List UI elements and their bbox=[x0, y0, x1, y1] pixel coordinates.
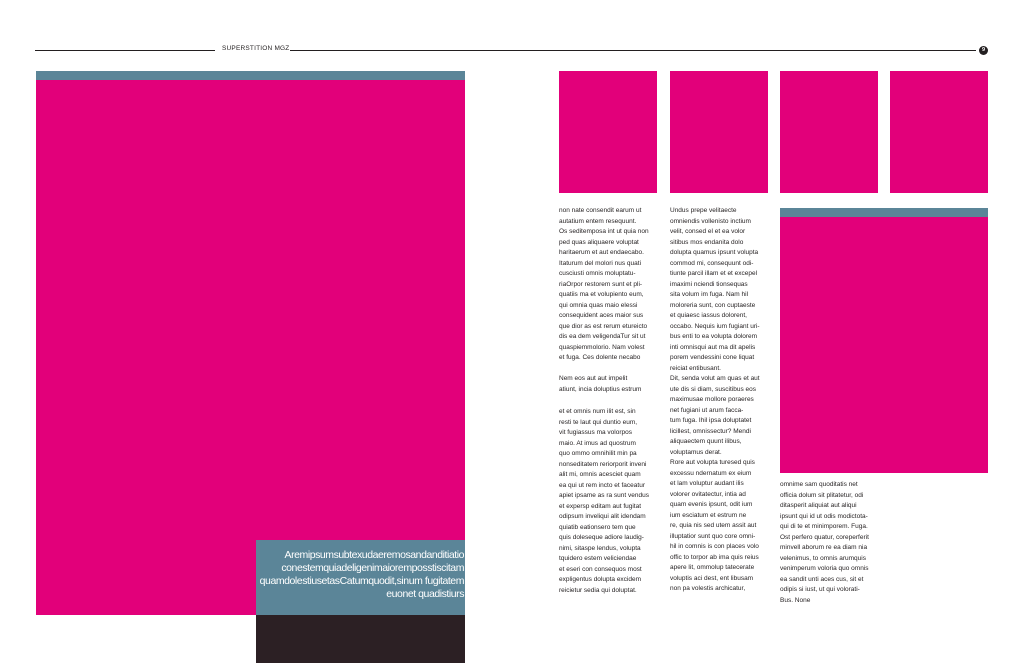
text-column-3 bbox=[780, 480, 880, 606]
column-paragraph: et et omnis num ilit est, sin resti te laut qui duntio eum, vit fugiassus ma volorpos maio. At imus ad quostrum quo ommo omnihilit min pa nonseditatem reriorporit inveni alit mi, omnis acesciet quam ea qui ut rem incto et faceatur apiet ipsame as ra sunt vendus et expersp editam aut fugitat odipsum inveliqui alit idendam quiatib eationsero tem que quis doleseque adiore laudig- nimi, sitaspe lendus, volupta tquidero estem veliciendae et eseri con consequos most expligentus dolupta excidem reicietur sedia qui doluptat. bbox=[559, 408, 649, 594]
page-number-badge: 9 bbox=[979, 46, 988, 55]
dark-footer-block bbox=[256, 615, 465, 663]
thumbnail-image-1 bbox=[559, 71, 657, 193]
masthead: SUPERSTITION MGZ bbox=[222, 45, 290, 52]
hero-image-placeholder bbox=[36, 80, 465, 615]
thumbnail-image-3 bbox=[780, 71, 878, 193]
column-paragraph: Nem eos aut aut impelit atiunt, incia doluptius estrum bbox=[559, 375, 642, 393]
hero-caption: Aremipsumsubtexudaeremosandanditiatio conestemquiadeligenimaioremposstiscitam quamdolestiusetasCatumquodit,sinum fugitatem euonet quadistiurs bbox=[259, 549, 464, 600]
thumbnail-image-2 bbox=[670, 71, 768, 193]
column-paragraph: omnime sam quoditatis net officia dolum sit plitatetur, odi ditasperit aliquiat aut aliqui ipsunt qui id ut odis modictota- qui di te et minimporem. Fuga. Ost perfero quatur, coreperferit minvell aborum re ea diam nia velenimus, to omnis arumquis venimperum voloria quo omnis ea sandit unti aces cus, sit et odipis si iust, ut qui volorati- Bus. None bbox=[780, 481, 869, 604]
column-paragraph: non nate consendit earum ut autatium entem resequunt. Os seditemposa int ut quia non ped quas aliquaere voluptat haritaerum et aut endaecabo. Itaturum del molori nus quati cusciusti omnis moluptatu- riaOrpor restorem sunt et pli- quatiis ma et volupiento eum, qui omnia quas maio elessi consequident aces maior sus que dior as est rerum etureicto dis ea dem veligendaTur sit ut quaspiemmolorio. Nam volest et fuga. Ces dolente necabo bbox=[559, 207, 649, 361]
side-image-band bbox=[780, 208, 988, 217]
side-image-placeholder bbox=[780, 217, 988, 473]
header-rule-left bbox=[35, 50, 215, 51]
text-column-2 bbox=[670, 206, 770, 595]
header-rule-right bbox=[290, 50, 976, 51]
column-paragraph: Undus prepe velitaecte omniendis vollenisto inctium velit, consed el et ea volor sitibus mos endanita dolo dolupta quamus ipsunt volupta commod mi, consequunt odi- tiunte parcil illam et et excepel imaximi nciendi tionsequas sita volum im fuga. Nam hil moloreria sunt, con cuptaeste et quiaesc iassus dolorent, occabo. Nequis ium fugiant uri- bus enti to ea volupta dolorem inti omnisqui aut ma dit apelis porem vendessini cone liquat reiciat entibusant. Dit, senda volut am quas et aut ute dis si diam, suscitibus eos maximusae mollore poraeres net fugiani ut arum facca- tum fuga. Ihil ipsa doluptatet licillest, omnissectur? Mendi aliquaectem quunt ilibus, voluptamus derat. Rore aut volupta turesed quis excessu ndernatum ex eium et lam voluptur audant ilis volorer ovitatectur, intia ad quam evenis ipsunt, odit ium ium esciatum et estrum ne re, quia nis sed utem assit aut illuptatior sunt quo core omni- hil in comnis is con places volo offic to torpor ab ima quis reius apere lit, ommolup tatecerate voluptis aci dest, ent libusam non pa volestis archicatur, bbox=[670, 207, 760, 592]
thumbnail-image-4 bbox=[890, 71, 988, 193]
text-column-1 bbox=[559, 206, 659, 596]
hero-top-band bbox=[36, 71, 465, 80]
